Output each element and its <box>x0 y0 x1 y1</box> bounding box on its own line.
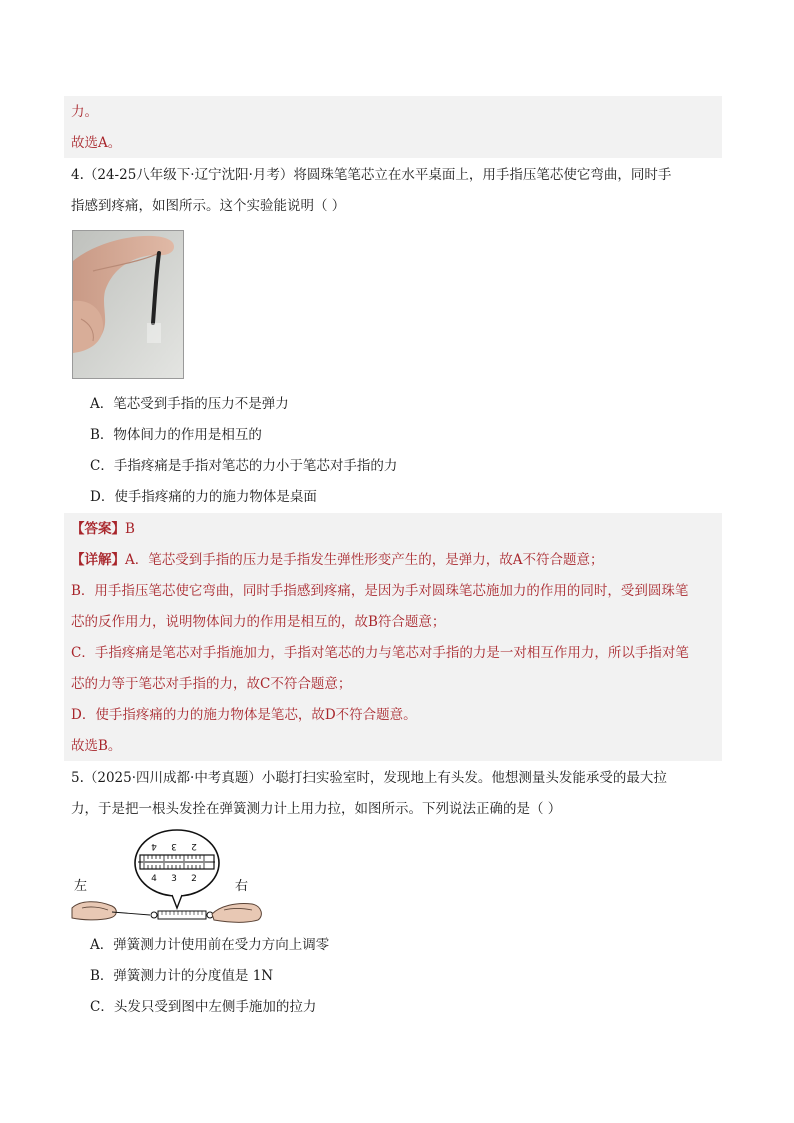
q4-stem-line2: 指感到疼痛，如图所示。这个实验能说明（ ） <box>71 198 346 214</box>
right-hand <box>212 903 261 922</box>
q4-answer <box>71 521 135 537</box>
q4-detail-line2: B．用手指压笔芯使它弯曲，同时手指感到疼痛，是因为手对圆珠笔芯施加力的作用的同时，受到圆珠笔 <box>71 583 689 599</box>
scale-top-number-2: 2 <box>191 841 197 851</box>
q5-spring-scale-figure <box>68 828 268 928</box>
q5-option-c: C．头发只受到图中左侧手施加的拉力 <box>90 999 317 1015</box>
q4-detail-line6: D．使手指疼痛的力的施力物体是笔芯，故D不符合题意。 <box>71 707 417 723</box>
q4-detail-band-1 <box>64 544 722 575</box>
q5-stem-line1: 5.（2025·四川成都·中考真题）小聪打扫实验室时，发现地上有头发。他想测量头发能承受的最大拉 <box>71 770 667 786</box>
q4-detail-line4: C．手指疼痛是笔芯对手指施加力，手指对笔芯的力与笔芯对手指的力是一对相互作用力，所以手指对笔 <box>71 645 689 661</box>
q4-stem-line1: 4.（24-25八年级下·辽宁沈阳·月考）将圆珠笔笔芯立在水平桌面上，用手指压笔芯使它弯曲，同时手 <box>71 167 672 183</box>
left-label: 左 <box>74 879 88 894</box>
prev-solution-tail: 力。 <box>71 104 98 120</box>
scale-bottom-number-3: 3 <box>171 874 177 884</box>
q4-detail-band-3 <box>64 606 722 637</box>
q4-detail-band-5 <box>64 668 722 699</box>
q4-answer-band <box>64 513 722 544</box>
q4-conclusion: 故选B。 <box>71 738 122 754</box>
q4-detail-line3: 芯的反作用力，说明物体间力的作用是相互的，故B符合题意； <box>71 614 446 630</box>
q4-option-b: B．物体间力的作用是相互的 <box>90 427 262 443</box>
q5-option-a: A．弹簧测力计使用前在受力方向上调零 <box>90 937 330 953</box>
left-hand <box>72 902 116 920</box>
prev-solution-tail-band <box>64 96 722 127</box>
q5-option-b: B．弹簧测力计的分度值是 1N <box>90 968 274 984</box>
scale-bottom-number-2: 2 <box>191 874 197 884</box>
finger-pressing-pen-image <box>73 231 184 379</box>
q4-option-c: C．手指疼痛是手指对笔芯的力小于笔芯对手指的力 <box>90 458 398 474</box>
answer-tag: 【答案】 <box>71 521 125 537</box>
hair-strand <box>112 912 150 915</box>
q5-stem-line2: 力，于是把一根头发拴在弹簧测力计上用力拉，如图所示。下列说法正确的是（ ） <box>71 801 562 817</box>
detail-text-1: A．笔芯受到手指的压力是手指发生弹性形变产生的，是弹力，故A不符合题意； <box>125 552 604 568</box>
q4-detail-line5: 芯的力等于笔芯对手指的力，故C不符合题意； <box>71 676 352 692</box>
answer-value: B <box>125 521 135 537</box>
q4-detail-band-2 <box>64 575 722 606</box>
q4-option-a: A．笔芯受到手指的压力不是弹力 <box>90 396 289 412</box>
prev-conclusion: 故选A。 <box>71 135 122 151</box>
scale-bottom-number-4: 4 <box>151 874 157 884</box>
scale-top-number-3: 3 <box>171 841 177 851</box>
scale-top-number-4: 4 <box>151 841 157 851</box>
spring-scale-diagram <box>68 828 268 928</box>
q4-detail-band-6 <box>64 699 722 730</box>
q4-detail-line1 <box>71 552 604 568</box>
right-label: 右 <box>235 879 249 894</box>
detail-tag: 【详解】 <box>71 552 125 568</box>
prev-conclusion-band <box>64 127 722 158</box>
q4-conclusion-band <box>64 730 722 761</box>
q4-detail-band-4 <box>64 637 722 668</box>
q4-finger-pen-photo <box>72 230 184 379</box>
q4-option-d: D．使手指疼痛的力的施力物体是桌面 <box>90 489 317 505</box>
